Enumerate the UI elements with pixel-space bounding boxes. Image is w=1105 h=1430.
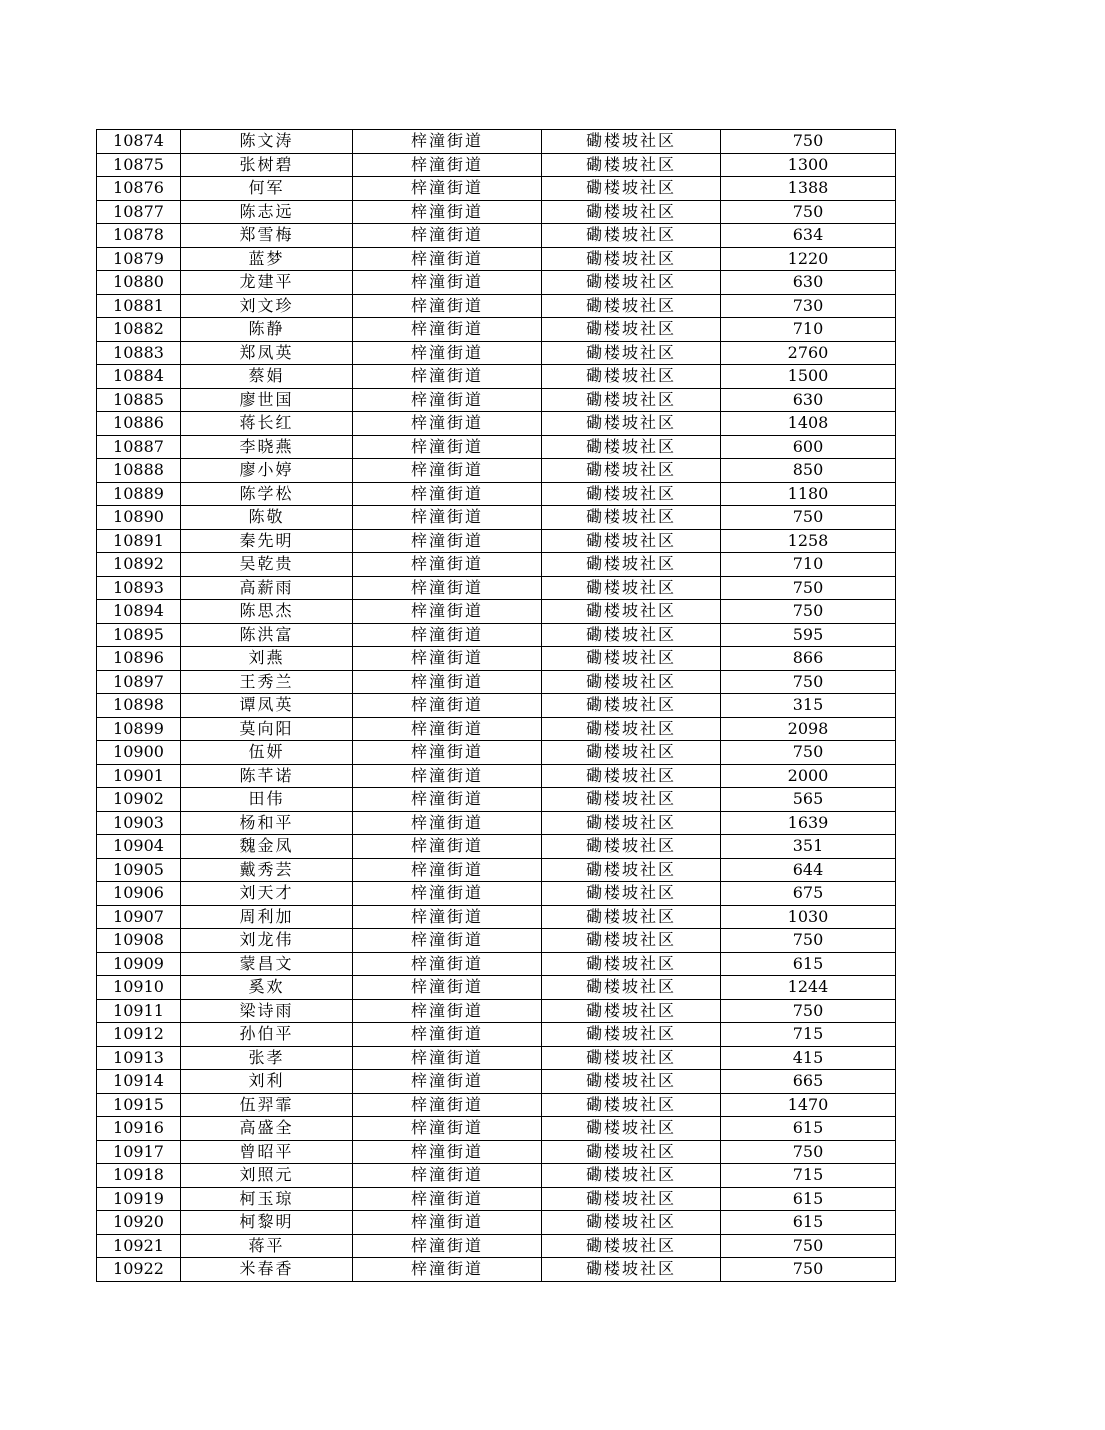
table-row — [97, 670, 896, 694]
name-cell: 奚欢 — [181, 976, 353, 1000]
table-row — [97, 435, 896, 459]
street-cell: 梓潼街道 — [353, 1070, 542, 1094]
street-cell: 梓潼街道 — [353, 130, 542, 154]
community-cell: 磡楼坡社区 — [542, 764, 721, 788]
name-cell: 柯玉琼 — [181, 1187, 353, 1211]
name-cell: 何军 — [181, 177, 353, 201]
amount-cell: 1388 — [721, 177, 896, 201]
amount-cell: 750 — [721, 200, 896, 224]
community-cell: 磡楼坡社区 — [542, 647, 721, 671]
table-row — [97, 200, 896, 224]
community-cell: 磡楼坡社区 — [542, 412, 721, 436]
amount-cell: 715 — [721, 1023, 896, 1047]
street-cell: 梓潼街道 — [353, 999, 542, 1023]
name-cell: 李晓燕 — [181, 435, 353, 459]
amount-cell: 1180 — [721, 482, 896, 506]
table-row — [97, 482, 896, 506]
table-row — [97, 459, 896, 483]
street-cell: 梓潼街道 — [353, 764, 542, 788]
name-cell: 谭凤英 — [181, 694, 353, 718]
amount-cell: 750 — [721, 999, 896, 1023]
street-cell: 梓潼街道 — [353, 1140, 542, 1164]
table-row — [97, 882, 896, 906]
amount-cell: 1030 — [721, 905, 896, 929]
amount-cell: 665 — [721, 1070, 896, 1094]
serial-number-cell: 10882 — [97, 318, 181, 342]
community-cell: 磡楼坡社区 — [542, 999, 721, 1023]
amount-cell: 750 — [721, 741, 896, 765]
street-cell: 梓潼街道 — [353, 553, 542, 577]
community-cell: 磡楼坡社区 — [542, 553, 721, 577]
amount-cell: 750 — [721, 130, 896, 154]
serial-number-cell: 10903 — [97, 811, 181, 835]
serial-number-cell: 10915 — [97, 1093, 181, 1117]
name-cell: 米春香 — [181, 1258, 353, 1282]
amount-cell: 351 — [721, 835, 896, 859]
serial-number-cell: 10907 — [97, 905, 181, 929]
amount-cell: 750 — [721, 576, 896, 600]
street-cell: 梓潼街道 — [353, 576, 542, 600]
amount-cell: 644 — [721, 858, 896, 882]
amount-cell: 730 — [721, 294, 896, 318]
name-cell: 蓝梦 — [181, 247, 353, 271]
community-cell: 磡楼坡社区 — [542, 341, 721, 365]
name-cell: 孙伯平 — [181, 1023, 353, 1047]
amount-cell: 1220 — [721, 247, 896, 271]
street-cell: 梓潼街道 — [353, 882, 542, 906]
amount-cell: 315 — [721, 694, 896, 718]
name-cell: 蒙昌文 — [181, 952, 353, 976]
table-row — [97, 1046, 896, 1070]
serial-number-cell: 10896 — [97, 647, 181, 671]
street-cell: 梓潼街道 — [353, 271, 542, 295]
serial-number-cell: 10908 — [97, 929, 181, 953]
community-cell: 磡楼坡社区 — [542, 600, 721, 624]
table-row — [97, 1070, 896, 1094]
street-cell: 梓潼街道 — [353, 529, 542, 553]
street-cell: 梓潼街道 — [353, 365, 542, 389]
table-row — [97, 318, 896, 342]
table-row — [97, 294, 896, 318]
community-cell: 磡楼坡社区 — [542, 1164, 721, 1188]
name-cell: 陈洪富 — [181, 623, 353, 647]
serial-number-cell: 10920 — [97, 1211, 181, 1235]
amount-cell: 1639 — [721, 811, 896, 835]
table-row — [97, 177, 896, 201]
name-cell: 陈文涛 — [181, 130, 353, 154]
name-cell: 田伟 — [181, 788, 353, 812]
serial-number-cell: 10893 — [97, 576, 181, 600]
amount-cell: 750 — [721, 506, 896, 530]
street-cell: 梓潼街道 — [353, 835, 542, 859]
community-cell: 磡楼坡社区 — [542, 1046, 721, 1070]
table-row — [97, 905, 896, 929]
amount-cell: 1300 — [721, 153, 896, 177]
serial-number-cell: 10917 — [97, 1140, 181, 1164]
name-cell: 刘龙伟 — [181, 929, 353, 953]
amount-cell: 1500 — [721, 365, 896, 389]
table-row — [97, 600, 896, 624]
street-cell: 梓潼街道 — [353, 952, 542, 976]
street-cell: 梓潼街道 — [353, 1093, 542, 1117]
street-cell: 梓潼街道 — [353, 1164, 542, 1188]
street-cell: 梓潼街道 — [353, 318, 542, 342]
community-cell: 磡楼坡社区 — [542, 294, 721, 318]
name-cell: 陈学松 — [181, 482, 353, 506]
serial-number-cell: 10876 — [97, 177, 181, 201]
name-cell: 魏金凤 — [181, 835, 353, 859]
amount-cell: 675 — [721, 882, 896, 906]
name-cell: 廖世国 — [181, 388, 353, 412]
community-cell: 磡楼坡社区 — [542, 623, 721, 647]
serial-number-cell: 10881 — [97, 294, 181, 318]
street-cell: 梓潼街道 — [353, 694, 542, 718]
table-row — [97, 929, 896, 953]
amount-cell: 750 — [721, 1258, 896, 1282]
table-body — [97, 130, 896, 1282]
name-cell: 张树碧 — [181, 153, 353, 177]
serial-number-cell: 10906 — [97, 882, 181, 906]
amount-cell: 615 — [721, 1211, 896, 1235]
amount-cell: 750 — [721, 929, 896, 953]
street-cell: 梓潼街道 — [353, 1258, 542, 1282]
serial-number-cell: 10890 — [97, 506, 181, 530]
community-cell: 磡楼坡社区 — [542, 1234, 721, 1258]
amount-cell: 630 — [721, 271, 896, 295]
community-cell: 磡楼坡社区 — [542, 741, 721, 765]
serial-number-cell: 10887 — [97, 435, 181, 459]
data-table — [96, 129, 896, 1282]
table-row — [97, 1164, 896, 1188]
street-cell: 梓潼街道 — [353, 482, 542, 506]
community-cell: 磡楼坡社区 — [542, 1258, 721, 1282]
street-cell: 梓潼街道 — [353, 929, 542, 953]
name-cell: 梁诗雨 — [181, 999, 353, 1023]
name-cell: 高盛全 — [181, 1117, 353, 1141]
amount-cell: 565 — [721, 788, 896, 812]
table-row — [97, 1211, 896, 1235]
table-row — [97, 576, 896, 600]
amount-cell: 750 — [721, 1140, 896, 1164]
table-row — [97, 506, 896, 530]
street-cell: 梓潼街道 — [353, 341, 542, 365]
serial-number-cell: 10880 — [97, 271, 181, 295]
name-cell: 刘天才 — [181, 882, 353, 906]
name-cell: 陈敬 — [181, 506, 353, 530]
community-cell: 磡楼坡社区 — [542, 1211, 721, 1235]
street-cell: 梓潼街道 — [353, 647, 542, 671]
community-cell: 磡楼坡社区 — [542, 811, 721, 835]
table-row — [97, 952, 896, 976]
serial-number-cell: 10909 — [97, 952, 181, 976]
community-cell: 磡楼坡社区 — [542, 976, 721, 1000]
amount-cell: 1470 — [721, 1093, 896, 1117]
amount-cell: 715 — [721, 1164, 896, 1188]
table-row — [97, 1140, 896, 1164]
serial-number-cell: 10914 — [97, 1070, 181, 1094]
serial-number-cell: 10892 — [97, 553, 181, 577]
serial-number-cell: 10905 — [97, 858, 181, 882]
name-cell: 柯黎明 — [181, 1211, 353, 1235]
community-cell: 磡楼坡社区 — [542, 529, 721, 553]
street-cell: 梓潼街道 — [353, 741, 542, 765]
amount-cell: 1258 — [721, 529, 896, 553]
street-cell: 梓潼街道 — [353, 717, 542, 741]
table-row — [97, 835, 896, 859]
table-row — [97, 247, 896, 271]
name-cell: 戴秀芸 — [181, 858, 353, 882]
name-cell: 廖小婷 — [181, 459, 353, 483]
street-cell: 梓潼街道 — [353, 976, 542, 1000]
community-cell: 磡楼坡社区 — [542, 318, 721, 342]
name-cell: 高薪雨 — [181, 576, 353, 600]
community-cell: 磡楼坡社区 — [542, 506, 721, 530]
street-cell: 梓潼街道 — [353, 1211, 542, 1235]
name-cell: 刘利 — [181, 1070, 353, 1094]
serial-number-cell: 10901 — [97, 764, 181, 788]
name-cell: 伍妍 — [181, 741, 353, 765]
amount-cell: 710 — [721, 318, 896, 342]
amount-cell: 750 — [721, 1234, 896, 1258]
street-cell: 梓潼街道 — [353, 506, 542, 530]
community-cell: 磡楼坡社区 — [542, 224, 721, 248]
serial-number-cell: 10900 — [97, 741, 181, 765]
community-cell: 磡楼坡社区 — [542, 905, 721, 929]
serial-number-cell: 10886 — [97, 412, 181, 436]
amount-cell: 750 — [721, 670, 896, 694]
table-row — [97, 1117, 896, 1141]
serial-number-cell: 10910 — [97, 976, 181, 1000]
serial-number-cell: 10879 — [97, 247, 181, 271]
street-cell: 梓潼街道 — [353, 1023, 542, 1047]
table-row — [97, 1234, 896, 1258]
community-cell: 磡楼坡社区 — [542, 929, 721, 953]
community-cell: 磡楼坡社区 — [542, 670, 721, 694]
community-cell: 磡楼坡社区 — [542, 153, 721, 177]
community-cell: 磡楼坡社区 — [542, 835, 721, 859]
street-cell: 梓潼街道 — [353, 1117, 542, 1141]
community-cell: 磡楼坡社区 — [542, 1140, 721, 1164]
serial-number-cell: 10897 — [97, 670, 181, 694]
street-cell: 梓潼街道 — [353, 435, 542, 459]
name-cell: 曾昭平 — [181, 1140, 353, 1164]
street-cell: 梓潼街道 — [353, 858, 542, 882]
name-cell: 秦先明 — [181, 529, 353, 553]
name-cell: 蔡娟 — [181, 365, 353, 389]
community-cell: 磡楼坡社区 — [542, 694, 721, 718]
street-cell: 梓潼街道 — [353, 247, 542, 271]
community-cell: 磡楼坡社区 — [542, 1070, 721, 1094]
serial-number-cell: 10884 — [97, 365, 181, 389]
amount-cell: 595 — [721, 623, 896, 647]
table-row — [97, 764, 896, 788]
serial-number-cell: 10889 — [97, 482, 181, 506]
community-cell: 磡楼坡社区 — [542, 1093, 721, 1117]
serial-number-cell: 10894 — [97, 600, 181, 624]
amount-cell: 866 — [721, 647, 896, 671]
community-cell: 磡楼坡社区 — [542, 882, 721, 906]
name-cell: 杨和平 — [181, 811, 353, 835]
serial-number-cell: 10899 — [97, 717, 181, 741]
name-cell: 刘燕 — [181, 647, 353, 671]
table-row — [97, 1093, 896, 1117]
serial-number-cell: 10878 — [97, 224, 181, 248]
serial-number-cell: 10877 — [97, 200, 181, 224]
amount-cell: 2000 — [721, 764, 896, 788]
name-cell: 吴乾贵 — [181, 553, 353, 577]
amount-cell: 1244 — [721, 976, 896, 1000]
serial-number-cell: 10913 — [97, 1046, 181, 1070]
serial-number-cell: 10902 — [97, 788, 181, 812]
amount-cell: 600 — [721, 435, 896, 459]
street-cell: 梓潼街道 — [353, 670, 542, 694]
community-cell: 磡楼坡社区 — [542, 482, 721, 506]
street-cell: 梓潼街道 — [353, 412, 542, 436]
name-cell: 陈静 — [181, 318, 353, 342]
community-cell: 磡楼坡社区 — [542, 459, 721, 483]
community-cell: 磡楼坡社区 — [542, 388, 721, 412]
street-cell: 梓潼街道 — [353, 294, 542, 318]
amount-cell: 750 — [721, 600, 896, 624]
serial-number-cell: 10874 — [97, 130, 181, 154]
community-cell: 磡楼坡社区 — [542, 435, 721, 459]
serial-number-cell: 10885 — [97, 388, 181, 412]
street-cell: 梓潼街道 — [353, 224, 542, 248]
table-row — [97, 341, 896, 365]
table-row — [97, 788, 896, 812]
amount-cell: 630 — [721, 388, 896, 412]
table-row — [97, 976, 896, 1000]
name-cell: 刘照元 — [181, 1164, 353, 1188]
table-row — [97, 1023, 896, 1047]
serial-number-cell: 10895 — [97, 623, 181, 647]
name-cell: 莫向阳 — [181, 717, 353, 741]
table-row — [97, 694, 896, 718]
street-cell: 梓潼街道 — [353, 200, 542, 224]
table-row — [97, 741, 896, 765]
street-cell: 梓潼街道 — [353, 388, 542, 412]
serial-number-cell: 10911 — [97, 999, 181, 1023]
table-row — [97, 647, 896, 671]
name-cell: 刘文珍 — [181, 294, 353, 318]
street-cell: 梓潼街道 — [353, 905, 542, 929]
table-row — [97, 1258, 896, 1282]
name-cell: 蒋平 — [181, 1234, 353, 1258]
street-cell: 梓潼街道 — [353, 788, 542, 812]
amount-cell: 615 — [721, 1117, 896, 1141]
amount-cell: 634 — [721, 224, 896, 248]
table-row — [97, 623, 896, 647]
amount-cell: 615 — [721, 1187, 896, 1211]
serial-number-cell: 10891 — [97, 529, 181, 553]
serial-number-cell: 10919 — [97, 1187, 181, 1211]
street-cell: 梓潼街道 — [353, 600, 542, 624]
community-cell: 磡楼坡社区 — [542, 200, 721, 224]
name-cell: 王秀兰 — [181, 670, 353, 694]
amount-cell: 2760 — [721, 341, 896, 365]
amount-cell: 415 — [721, 1046, 896, 1070]
street-cell: 梓潼街道 — [353, 1187, 542, 1211]
community-cell: 磡楼坡社区 — [542, 858, 721, 882]
community-cell: 磡楼坡社区 — [542, 788, 721, 812]
street-cell: 梓潼街道 — [353, 1046, 542, 1070]
community-cell: 磡楼坡社区 — [542, 365, 721, 389]
serial-number-cell: 10916 — [97, 1117, 181, 1141]
street-cell: 梓潼街道 — [353, 811, 542, 835]
community-cell: 磡楼坡社区 — [542, 952, 721, 976]
name-cell: 陈思杰 — [181, 600, 353, 624]
serial-number-cell: 10883 — [97, 341, 181, 365]
amount-cell: 850 — [721, 459, 896, 483]
name-cell: 伍羿霏 — [181, 1093, 353, 1117]
street-cell: 梓潼街道 — [353, 153, 542, 177]
name-cell: 陈志远 — [181, 200, 353, 224]
serial-number-cell: 10875 — [97, 153, 181, 177]
community-cell: 磡楼坡社区 — [542, 247, 721, 271]
amount-cell: 710 — [721, 553, 896, 577]
serial-number-cell: 10898 — [97, 694, 181, 718]
street-cell: 梓潼街道 — [353, 177, 542, 201]
table-row — [97, 999, 896, 1023]
serial-number-cell: 10921 — [97, 1234, 181, 1258]
name-cell: 郑凤英 — [181, 341, 353, 365]
name-cell: 陈芊诺 — [181, 764, 353, 788]
table-row — [97, 365, 896, 389]
table-row — [97, 858, 896, 882]
serial-number-cell: 10912 — [97, 1023, 181, 1047]
amount-cell: 615 — [721, 952, 896, 976]
street-cell: 梓潼街道 — [353, 1234, 542, 1258]
serial-number-cell: 10922 — [97, 1258, 181, 1282]
name-cell: 郑雪梅 — [181, 224, 353, 248]
table-row — [97, 130, 896, 154]
community-cell: 磡楼坡社区 — [542, 1117, 721, 1141]
table-row — [97, 153, 896, 177]
street-cell: 梓潼街道 — [353, 459, 542, 483]
name-cell: 周利加 — [181, 905, 353, 929]
table-row — [97, 271, 896, 295]
community-cell: 磡楼坡社区 — [542, 576, 721, 600]
community-cell: 磡楼坡社区 — [542, 1187, 721, 1211]
amount-cell: 1408 — [721, 412, 896, 436]
amount-cell: 2098 — [721, 717, 896, 741]
name-cell: 蒋长红 — [181, 412, 353, 436]
name-cell: 龙建平 — [181, 271, 353, 295]
table-row — [97, 811, 896, 835]
name-cell: 张孝 — [181, 1046, 353, 1070]
table-row — [97, 412, 896, 436]
table-row — [97, 1187, 896, 1211]
community-cell: 磡楼坡社区 — [542, 717, 721, 741]
community-cell: 磡楼坡社区 — [542, 177, 721, 201]
table-row — [97, 388, 896, 412]
street-cell: 梓潼街道 — [353, 623, 542, 647]
community-cell: 磡楼坡社区 — [542, 130, 721, 154]
community-cell: 磡楼坡社区 — [542, 1023, 721, 1047]
table-row — [97, 224, 896, 248]
serial-number-cell: 10904 — [97, 835, 181, 859]
community-cell: 磡楼坡社区 — [542, 271, 721, 295]
table-row — [97, 553, 896, 577]
serial-number-cell: 10918 — [97, 1164, 181, 1188]
table-row — [97, 717, 896, 741]
serial-number-cell: 10888 — [97, 459, 181, 483]
table-row — [97, 529, 896, 553]
